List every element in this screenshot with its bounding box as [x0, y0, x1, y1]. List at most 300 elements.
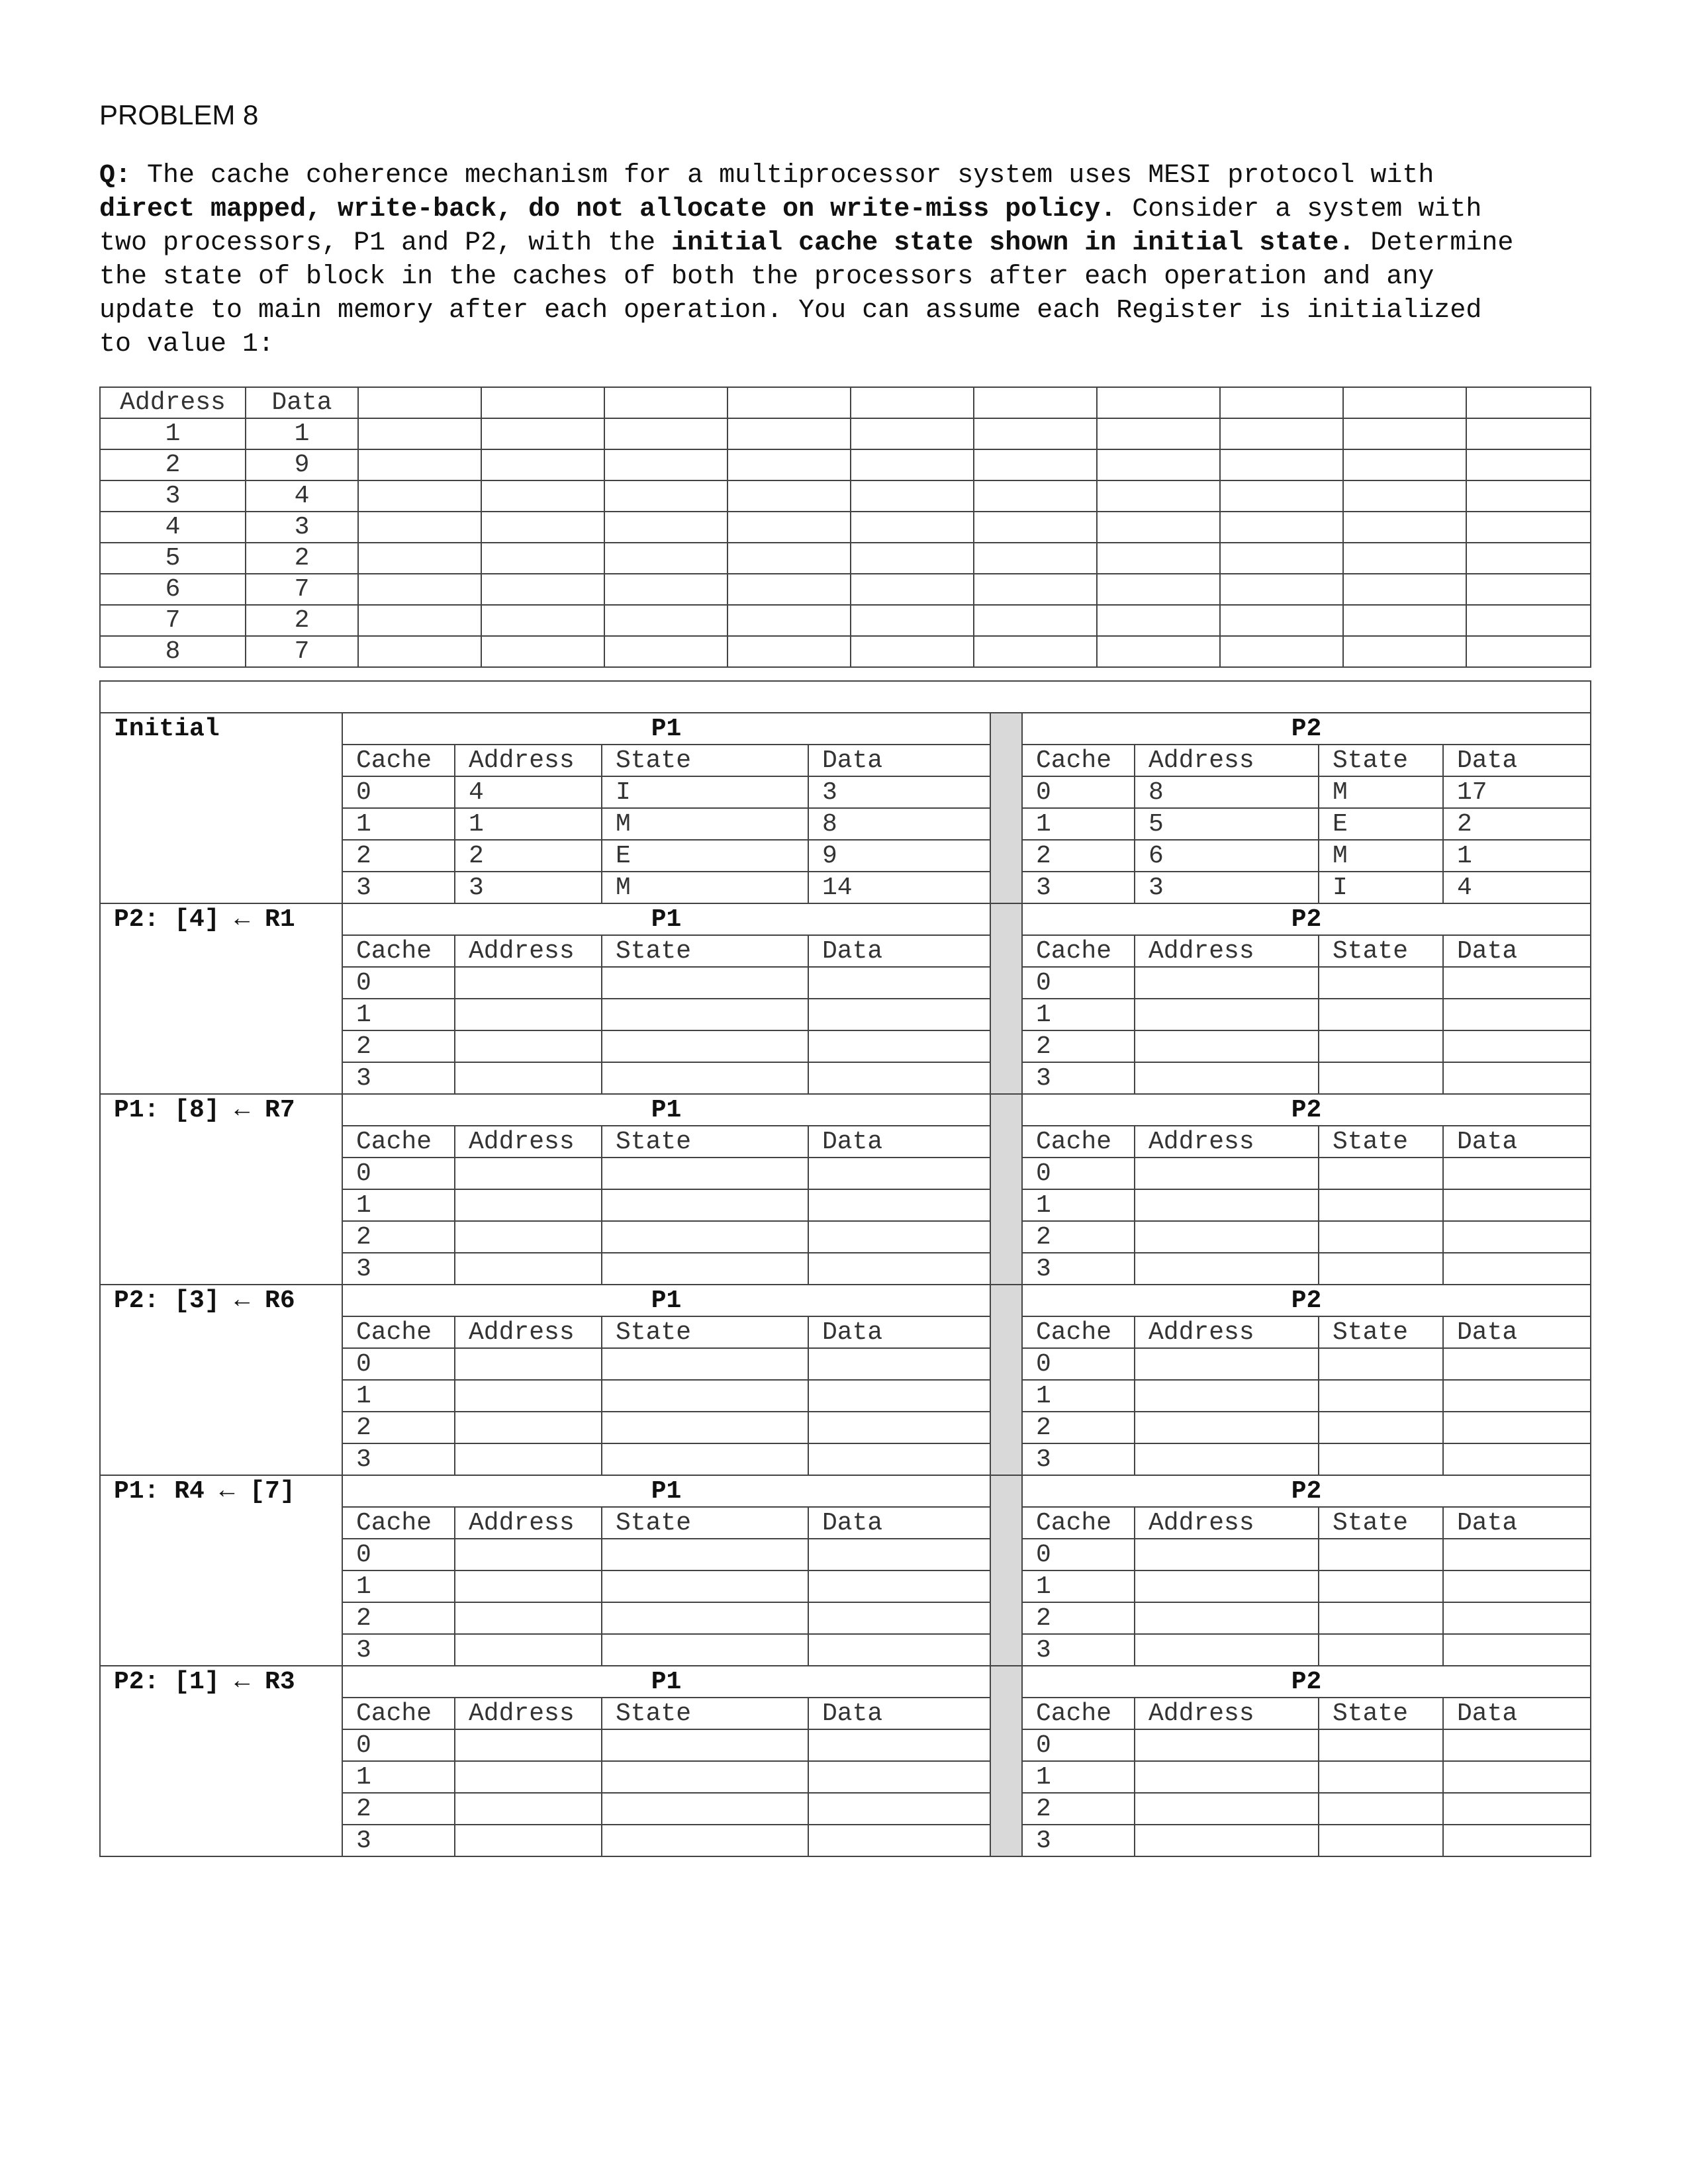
- memory-update-cell: [1466, 387, 1591, 418]
- memory-update-cell: [727, 512, 851, 543]
- p2-title: P2: [1022, 713, 1591, 745]
- p1-cache-cell: 1: [342, 999, 455, 1030]
- memory-update-cell: [727, 480, 851, 512]
- memory-update-cell: [1466, 605, 1591, 636]
- memory-update-cell: [1466, 636, 1591, 667]
- p1-cache-cell: [808, 1030, 990, 1062]
- p1-header-cell: Address: [455, 1316, 602, 1348]
- p2-cache-cell: 3: [1022, 1253, 1135, 1285]
- memory-update-cell: [358, 480, 481, 512]
- memory-update-cell: [1220, 543, 1343, 574]
- memory-update-cell: [1097, 605, 1220, 636]
- cache-header-row: [100, 1126, 1591, 1158]
- p2-cache-cell: 1: [1022, 999, 1135, 1030]
- p2-cache-cell: 2: [1022, 1412, 1135, 1443]
- p1-cache-cell: [602, 1825, 808, 1856]
- gutter-cell: [990, 713, 1022, 903]
- p1-cache-cell: [602, 1443, 808, 1475]
- p2-cache-cell: [1319, 1158, 1443, 1189]
- p1-cache-cell: [602, 1602, 808, 1634]
- memory-address: 6: [100, 574, 246, 605]
- p2-header-cell: Address: [1135, 1507, 1319, 1539]
- memory-update-cell: [1343, 512, 1466, 543]
- memory-update-cell: [481, 512, 604, 543]
- memory-data: 7: [246, 574, 358, 605]
- memory-row: [100, 543, 1591, 574]
- memory-update-cell: [851, 543, 974, 574]
- p1-cache-cell: 3: [342, 1443, 455, 1475]
- p2-cache-cell: 1: [1022, 1761, 1135, 1793]
- operation-title-row: [100, 1666, 1591, 1698]
- question-line-6: to value 1:: [99, 330, 275, 359]
- memory-update-cell: [1097, 387, 1220, 418]
- operation-label: P1: R4 ← [7]: [100, 1475, 342, 1507]
- memory-update-cell: [358, 574, 481, 605]
- p1-cache-cell: [602, 1412, 808, 1443]
- p2-header-cell: Data: [1443, 1126, 1591, 1158]
- memory-data: 9: [246, 449, 358, 480]
- memory-data: 2: [246, 605, 358, 636]
- memory-update-cell: [1343, 636, 1466, 667]
- p2-cache-cell: 0: [1022, 1158, 1135, 1189]
- p2-cache-cell: [1319, 1412, 1443, 1443]
- memory-update-cell: [1466, 480, 1591, 512]
- p2-cache-cell: 3: [1022, 1062, 1135, 1094]
- p2-cache-cell: [1319, 1634, 1443, 1666]
- p2-header-cell: Data: [1443, 745, 1591, 776]
- p1-title: P1: [342, 1666, 990, 1698]
- question-initial-state: initial cache state shown in initial state.: [671, 228, 1355, 258]
- memory-update-cell: [1097, 543, 1220, 574]
- p1-cache-cell: [808, 1412, 990, 1443]
- p2-cache-cell: [1319, 1539, 1443, 1570]
- gutter-cell: [990, 1475, 1022, 1666]
- p2-cache-cell: 2: [1022, 1030, 1135, 1062]
- p2-cache-cell: 1: [1022, 1570, 1135, 1602]
- p2-cache-cell: [1443, 1761, 1591, 1793]
- p1-cache-cell: 14: [808, 872, 990, 903]
- p2-title: P2: [1022, 1094, 1591, 1126]
- p1-header-cell: State: [602, 1316, 808, 1348]
- memory-update-cell: [604, 418, 727, 449]
- p1-header-cell: Cache: [342, 935, 455, 967]
- operations-table: [99, 680, 1591, 1857]
- p2-cache-cell: [1135, 1253, 1319, 1285]
- p1-header-cell: State: [602, 935, 808, 967]
- memory-update-cell: [604, 574, 727, 605]
- p2-cache-cell: [1319, 1253, 1443, 1285]
- p2-header-cell: Address: [1135, 1316, 1319, 1348]
- p1-cache-cell: 3: [342, 1634, 455, 1666]
- p1-cache-cell: [455, 1729, 602, 1761]
- p1-header-cell: Cache: [342, 1316, 455, 1348]
- p1-cache-cell: 3: [342, 1062, 455, 1094]
- memory-update-cell: [481, 636, 604, 667]
- memory-address: 1: [100, 418, 246, 449]
- p1-cache-cell: [455, 1825, 602, 1856]
- memory-update-cell: [1343, 418, 1466, 449]
- p1-cache-cell: 1: [342, 1189, 455, 1221]
- p1-cache-cell: [602, 1158, 808, 1189]
- p2-header-cell: Data: [1443, 1507, 1591, 1539]
- p1-cache-cell: [602, 1221, 808, 1253]
- memory-update-cell: [727, 636, 851, 667]
- p2-cache-cell: [1443, 1539, 1591, 1570]
- p2-header-cell: Cache: [1022, 1507, 1135, 1539]
- memory-update-cell: [604, 449, 727, 480]
- memory-update-cell: [974, 387, 1097, 418]
- p1-cache-cell: 0: [342, 1158, 455, 1189]
- memory-row: [100, 449, 1591, 480]
- p2-header-cell: State: [1319, 1507, 1443, 1539]
- p1-cache-cell: [808, 1570, 990, 1602]
- p1-header-cell: Data: [808, 1316, 990, 1348]
- question-line-5: update to main memory after each operation. You can assume each Register is initialized: [99, 296, 1482, 326]
- p2-cache-cell: [1443, 1825, 1591, 1856]
- p2-cache-cell: M: [1319, 840, 1443, 872]
- p1-cache-cell: [808, 1634, 990, 1666]
- p2-cache-cell: [1319, 1825, 1443, 1856]
- p1-header-cell: Data: [808, 1507, 990, 1539]
- p2-cache-cell: [1443, 1189, 1591, 1221]
- p1-cache-cell: [602, 1729, 808, 1761]
- p2-cache-cell: [1135, 1825, 1319, 1856]
- memory-update-cell: [1343, 387, 1466, 418]
- gutter-cell: [990, 1666, 1022, 1856]
- p1-cache-cell: E: [602, 840, 808, 872]
- memory-update-cell: [1097, 449, 1220, 480]
- p1-header-cell: Data: [808, 1698, 990, 1729]
- operation-title-row: [100, 713, 1591, 745]
- spacer-row: [100, 681, 1591, 713]
- p1-cache-cell: [602, 1570, 808, 1602]
- p2-cache-cell: [1443, 1793, 1591, 1825]
- memory-update-cell: [481, 543, 604, 574]
- memory-header-data: Data: [246, 387, 358, 418]
- memory-update-cell: [1220, 418, 1343, 449]
- p1-header-cell: Address: [455, 935, 602, 967]
- spacer-cell: [100, 681, 1591, 713]
- p2-cache-cell: [1135, 1412, 1319, 1443]
- question-line-3-end: Determine: [1354, 228, 1514, 258]
- p1-header-cell: Data: [808, 935, 990, 967]
- p1-cache-cell: 2: [342, 1793, 455, 1825]
- p2-cache-cell: [1319, 999, 1443, 1030]
- p2-cache-cell: [1443, 1412, 1591, 1443]
- p2-cache-cell: [1135, 1634, 1319, 1666]
- p2-cache-cell: 1: [1443, 840, 1591, 872]
- p1-cache-cell: [602, 1253, 808, 1285]
- memory-data: 1: [246, 418, 358, 449]
- p2-cache-cell: 8: [1135, 776, 1319, 808]
- memory-update-cell: [1220, 449, 1343, 480]
- p1-cache-cell: I: [602, 776, 808, 808]
- memory-update-cell: [1343, 480, 1466, 512]
- memory-update-cell: [851, 512, 974, 543]
- memory-header-address: Address: [100, 387, 246, 418]
- cache-header-row: [100, 1507, 1591, 1539]
- memory-update-cell: [1097, 418, 1220, 449]
- question-line-3: two processors, P1 and P2, with the: [99, 228, 672, 258]
- operation-title-row: [100, 1285, 1591, 1316]
- p1-cache-cell: [808, 999, 990, 1030]
- p1-header-cell: Address: [455, 745, 602, 776]
- memory-row: [100, 418, 1591, 449]
- p2-cache-cell: [1443, 967, 1591, 999]
- p2-cache-cell: [1443, 999, 1591, 1030]
- memory-update-cell: [727, 449, 851, 480]
- memory-update-cell: [974, 449, 1097, 480]
- memory-update-cell: [1220, 387, 1343, 418]
- p1-cache-cell: 3: [342, 1825, 455, 1856]
- p2-cache-cell: [1135, 1570, 1319, 1602]
- p2-cache-cell: 0: [1022, 1729, 1135, 1761]
- memory-update-cell: [1220, 574, 1343, 605]
- p1-header-cell: Address: [455, 1507, 602, 1539]
- memory-update-cell: [1343, 574, 1466, 605]
- question-line-1: The cache coherence mechanism for a multiprocessor system uses MESI protocol with: [131, 161, 1434, 191]
- memory-update-cell: [851, 605, 974, 636]
- memory-update-cell: [974, 480, 1097, 512]
- operation-title-row: [100, 903, 1591, 935]
- p2-cache-cell: [1319, 1348, 1443, 1380]
- p1-cache-cell: 2: [342, 1412, 455, 1443]
- p2-cache-cell: [1319, 1761, 1443, 1793]
- memory-update-cell: [481, 449, 604, 480]
- p1-cache-cell: [602, 1189, 808, 1221]
- gutter-cell: [990, 1285, 1022, 1475]
- p1-cache-cell: [455, 1761, 602, 1793]
- p1-cache-cell: M: [602, 808, 808, 840]
- problem-title: PROBLEM 8: [99, 99, 259, 130]
- p1-header-cell: Cache: [342, 1698, 455, 1729]
- memory-update-cell: [1097, 636, 1220, 667]
- p2-cache-cell: [1443, 1030, 1591, 1062]
- p1-cache-cell: [455, 1793, 602, 1825]
- memory-update-cell: [727, 605, 851, 636]
- p1-cache-cell: 0: [342, 776, 455, 808]
- p2-header-cell: Cache: [1022, 745, 1135, 776]
- p1-cache-cell: [455, 999, 602, 1030]
- question-line-4: the state of block in the caches of both the processors after each operation and any: [99, 262, 1434, 292]
- memory-update-cell: [358, 636, 481, 667]
- p2-header-cell: State: [1319, 745, 1443, 776]
- p2-cache-cell: [1135, 1189, 1319, 1221]
- p1-header-cell: Data: [808, 745, 990, 776]
- p2-header-cell: Cache: [1022, 935, 1135, 967]
- p2-cache-cell: [1443, 1348, 1591, 1380]
- memory-update-cell: [974, 605, 1097, 636]
- memory-update-cell: [974, 636, 1097, 667]
- p1-cache-cell: 1: [342, 1380, 455, 1412]
- operation-label-space: [100, 745, 342, 903]
- p2-cache-cell: [1135, 1221, 1319, 1253]
- operation-label: P2: [3] ← R6: [100, 1285, 342, 1316]
- p1-header-cell: Cache: [342, 1507, 455, 1539]
- p1-cache-cell: [808, 1825, 990, 1856]
- p2-cache-cell: [1135, 1793, 1319, 1825]
- memory-update-cell: [604, 543, 727, 574]
- p1-cache-cell: [455, 1602, 602, 1634]
- p2-cache-cell: [1319, 1030, 1443, 1062]
- memory-update-cell: [1466, 449, 1591, 480]
- p1-cache-cell: [455, 1030, 602, 1062]
- p1-cache-cell: [602, 1761, 808, 1793]
- memory-update-cell: [358, 387, 481, 418]
- p2-cache-cell: [1443, 1253, 1591, 1285]
- p1-cache-cell: 2: [455, 840, 602, 872]
- p2-cache-cell: 2: [1022, 1602, 1135, 1634]
- p1-cache-cell: [808, 1380, 990, 1412]
- p1-cache-cell: [808, 1348, 990, 1380]
- memory-address: 3: [100, 480, 246, 512]
- memory-update-cell: [1466, 543, 1591, 574]
- p1-cache-cell: 8: [808, 808, 990, 840]
- p2-cache-cell: 1: [1022, 808, 1135, 840]
- p1-cache-cell: [808, 1062, 990, 1094]
- memory-update-cell: [1343, 449, 1466, 480]
- p2-cache-cell: [1319, 967, 1443, 999]
- p2-header-cell: State: [1319, 1126, 1443, 1158]
- p2-header-cell: Cache: [1022, 1316, 1135, 1348]
- p1-cache-cell: [455, 1221, 602, 1253]
- p1-title: P1: [342, 713, 990, 745]
- memory-update-cell: [1097, 574, 1220, 605]
- cache-header-row: [100, 1698, 1591, 1729]
- p2-cache-cell: [1319, 1602, 1443, 1634]
- p2-header-cell: State: [1319, 1316, 1443, 1348]
- memory-row: [100, 605, 1591, 636]
- p2-cache-cell: [1319, 1221, 1443, 1253]
- p2-cache-cell: [1135, 1539, 1319, 1570]
- memory-update-cell: [481, 574, 604, 605]
- p1-header-cell: Data: [808, 1126, 990, 1158]
- p1-header-cell: State: [602, 1507, 808, 1539]
- memory-row: [100, 636, 1591, 667]
- p2-header-cell: Data: [1443, 1316, 1591, 1348]
- p2-cache-cell: 6: [1135, 840, 1319, 872]
- memory-update-cell: [604, 387, 727, 418]
- memory-update-cell: [974, 543, 1097, 574]
- p2-cache-cell: 3: [1022, 1443, 1135, 1475]
- p1-header-cell: State: [602, 1698, 808, 1729]
- memory-row: [100, 574, 1591, 605]
- p2-header-cell: Address: [1135, 745, 1319, 776]
- p2-cache-cell: 3: [1135, 872, 1319, 903]
- p2-cache-cell: [1443, 1221, 1591, 1253]
- p2-cache-cell: [1319, 1062, 1443, 1094]
- memory-update-cell: [481, 480, 604, 512]
- p2-cache-cell: [1319, 1570, 1443, 1602]
- memory-update-cell: [1097, 512, 1220, 543]
- memory-update-cell: [481, 418, 604, 449]
- p2-cache-cell: 3: [1022, 872, 1135, 903]
- p1-header-cell: Cache: [342, 1126, 455, 1158]
- p1-cache-cell: [808, 1539, 990, 1570]
- memory-address: 4: [100, 512, 246, 543]
- p2-cache-cell: [1135, 999, 1319, 1030]
- memory-header-row: [100, 387, 1591, 418]
- operation-label-space: [100, 1126, 342, 1285]
- p1-cache-cell: [455, 1189, 602, 1221]
- memory-update-cell: [974, 574, 1097, 605]
- p1-title: P1: [342, 903, 990, 935]
- p2-cache-cell: [1443, 1602, 1591, 1634]
- p2-cache-cell: E: [1319, 808, 1443, 840]
- p1-title: P1: [342, 1285, 990, 1316]
- gutter-cell: [990, 1094, 1022, 1285]
- p1-cache-cell: [602, 967, 808, 999]
- p1-cache-cell: 3: [342, 1253, 455, 1285]
- p1-cache-cell: [602, 1539, 808, 1570]
- p2-cache-cell: I: [1319, 872, 1443, 903]
- p2-cache-cell: [1135, 1729, 1319, 1761]
- memory-update-cell: [1343, 543, 1466, 574]
- p2-header-cell: Data: [1443, 1698, 1591, 1729]
- memory-update-cell: [727, 543, 851, 574]
- memory-address: 2: [100, 449, 246, 480]
- memory-update-cell: [851, 480, 974, 512]
- p2-title: P2: [1022, 1285, 1591, 1316]
- p1-cache-cell: 2: [342, 1030, 455, 1062]
- p2-cache-cell: [1443, 1634, 1591, 1666]
- p1-cache-cell: [808, 967, 990, 999]
- p1-cache-cell: 3: [455, 872, 602, 903]
- memory-update-cell: [1466, 512, 1591, 543]
- p1-cache-cell: [808, 1761, 990, 1793]
- p2-cache-cell: M: [1319, 776, 1443, 808]
- cache-header-row: [100, 935, 1591, 967]
- memory-update-cell: [727, 574, 851, 605]
- p1-cache-cell: 3: [342, 872, 455, 903]
- p2-cache-cell: 17: [1443, 776, 1591, 808]
- p1-cache-cell: M: [602, 872, 808, 903]
- memory-update-cell: [727, 418, 851, 449]
- memory-update-cell: [1220, 480, 1343, 512]
- memory-update-cell: [974, 418, 1097, 449]
- operation-label-space: [100, 1507, 342, 1666]
- p1-header-cell: State: [602, 745, 808, 776]
- cache-header-row: [100, 745, 1591, 776]
- p1-cache-cell: [455, 1412, 602, 1443]
- memory-update-cell: [358, 449, 481, 480]
- memory-update-cell: [358, 605, 481, 636]
- memory-row: [100, 512, 1591, 543]
- memory-update-cell: [358, 512, 481, 543]
- p2-header-cell: State: [1319, 1698, 1443, 1729]
- p1-cache-cell: 4: [455, 776, 602, 808]
- p2-cache-cell: 1: [1022, 1189, 1135, 1221]
- p2-cache-cell: 0: [1022, 776, 1135, 808]
- p1-header-cell: Cache: [342, 745, 455, 776]
- p2-cache-cell: [1319, 1793, 1443, 1825]
- memory-update-cell: [1220, 512, 1343, 543]
- p2-cache-cell: 4: [1443, 872, 1591, 903]
- p1-header-cell: Address: [455, 1126, 602, 1158]
- memory-update-cell: [358, 543, 481, 574]
- p1-cache-cell: [808, 1443, 990, 1475]
- p2-cache-cell: [1135, 1062, 1319, 1094]
- p1-cache-cell: [808, 1793, 990, 1825]
- p2-header-cell: Cache: [1022, 1698, 1135, 1729]
- p1-cache-cell: [602, 1348, 808, 1380]
- p1-cache-cell: [455, 1443, 602, 1475]
- p1-cache-cell: 2: [342, 1602, 455, 1634]
- p1-cache-cell: [455, 967, 602, 999]
- p1-cache-cell: 9: [808, 840, 990, 872]
- p1-cache-cell: [455, 1348, 602, 1380]
- memory-update-cell: [851, 387, 974, 418]
